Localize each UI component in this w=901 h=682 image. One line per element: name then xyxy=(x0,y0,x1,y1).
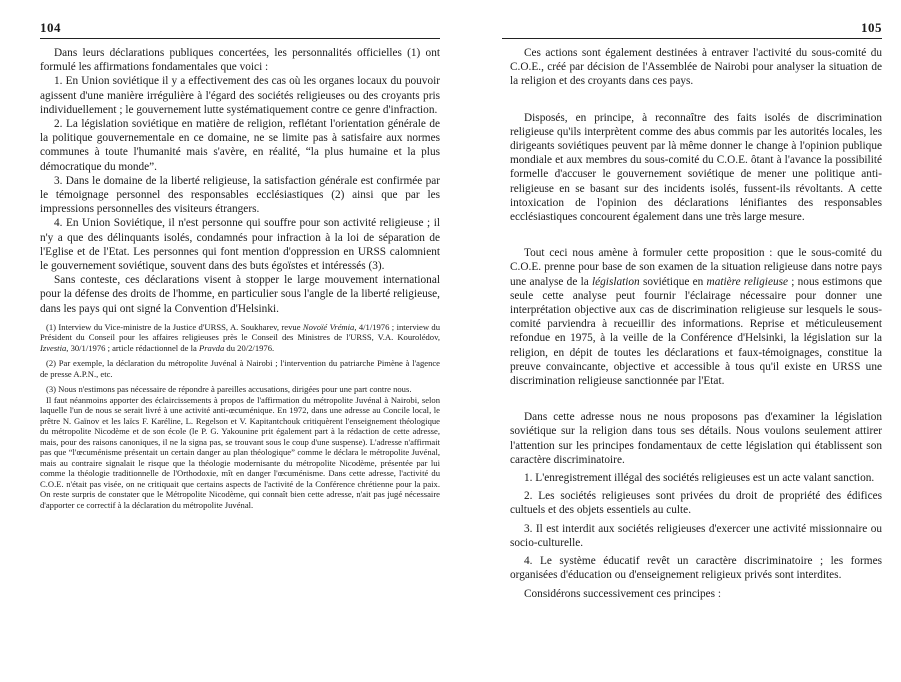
conclusion-paragraph: Sans conteste, ces déclarations visent à stopper le large mouvement international pour la défense des droits de l'homme, en particulier sous l'angle de la liberté religieuse, dans les pays qui ont signé la Convention d'Helsinki. xyxy=(40,274,440,315)
footnote-1: (1) Interview du Vice-ministre de la Justice d'URSS, A. Soukharev, revue Novoïé Vrémia, 4/1/1976 ; interview du Président du Conseil pour les affaires religieuses près le Conseil des Ministres de l'URSS, V.A. Kourolédov, Izvestia, 30/1/1976 ; article rédactionnel de la Pravda du 20/2/1976. xyxy=(40,321,441,353)
page-number: 105 xyxy=(861,20,882,35)
closing-line: Considérons successivement ces principes : xyxy=(524,587,722,600)
paragraph-3: Tout ceci nous amène à formuler cette proposition : que le sous-comité du C.O.E. prenne pour base de son examen de la situation religieuse dans notre pays une analyse de la législation soviétique en matière religieuse ; nous estimons que seule cette analyse peut fournir l'éclairage nécessaire pour donner une interprétation objective aux cas de discrimination religieuse sur lesquels le sous-comité parviendra à recueillir des informations. Reprise et méticuleusement refondue en 1975, à la veille de la Conférence d'Helsinki, la législation sur la religion, en dépit de toutes les déclarations et faux-témoignages, constitue la preuve convaincante, objective et accessible à tous qu'il existe en URSS une discrimination religieuse sanctionnée par l'Etat. xyxy=(510,247,882,388)
page-number: 104 xyxy=(40,20,61,35)
claim-3: 3. Dans le domaine de la liberté religieuse, la satisfaction générale est confirmée par le témoignage personnel des responsables ecclésiastiques (2) ainsi que par les impressions personnelles des visiteurs étrangers. xyxy=(40,174,440,216)
principle-3: 3. Il est interdit aux sociétés religieuses d'exercer une activité missionnaire ou socio-culturelle. xyxy=(510,522,882,549)
principle-1: 1. L'enregistrement illégal des sociétés religieuses est un acte valant sanction. xyxy=(524,472,875,485)
claim-4: 4. En Union Soviétique, il n'est personne qui souffre pour son activité religieuse ; il n'y a que des délinquants isolés, condamnés pour infraction à la loi de séparation de l'Eglise et de l'Etat. Les personnes qui font mention d'oppression en URSS calomnient le gouvernement soviétique, souvent dans des buts égoïstes et intéressés (3). xyxy=(40,217,440,273)
footnote-3-continued: Il faut néanmoins apporter des éclaircissements à propos de l'affirmation du métropolite Juvénal à Nairobi, selon laquelle l'un de nous se serait livré à une activité anti-œcuménique. En 1972, dans une adresse au Concile local, le prêtre N. Gaïnov et les laïcs F. Karéline, L. Regelson et V. Kapitantchouk critiquèrent l'enseignement théologique du métropolite Nicodème et de son école (le P. G. Yakounine prit également part à la rédaction de cette adresse, mais, pour des raisons canoniques, il ne la signa pas, se trouvant sous le coup d'une suspense). L'adresse n'affirmait pas que “l'œcuménisme présentait un certain danger au plan théologique” comme le déclara le métropolite Juvénal, mais au contraire signalait le risque que la théologie modernisante du métropolite Nicodème, présentée par lui comme la théologie traditionnelle de l'Orthodoxie, mît en danger l'œcuménisme. Dans cette adresse, l'activité du C.O.E. n'était pas visée, on ne critiquait que certains aspects de l'activité de la Conférence chrétienne pour la paix. On reste surpris de constater que le Métropolite Nicodème, qui connaît bien cette adresse, n'ait pas jugé nécessaire d'apporter ce correctif à la déclaration du métropolite Juvénal. xyxy=(40,394,440,510)
right-page xyxy=(452,0,901,682)
header-rule xyxy=(40,38,440,39)
footnote-2: (2) Par exemple, la déclaration du métropolite Juvénal à Nairobi ; l'intervention du patriarche Pimène à l'agence de presse A.P.N., etc. xyxy=(40,358,440,379)
claim-1: 1. En Union soviétique il y a effectivement des cas où les organes locaux du pouvoir agissent d'une manière irrégulière à l'égard des sociétés religieuses ou des croyants pris individuellement ; le gouvernement lutte systématiquement contre ce genre d'infraction. xyxy=(40,75,440,116)
left-page-body xyxy=(40,46,440,515)
intro-paragraph: Dans leurs déclarations publiques concertées, les personnalités officielles (1) ont formulé les affirmations fondamentales que voici : xyxy=(40,47,440,74)
principle-4: 4. Le système éducatif revêt un caractère discriminatoire ; les formes organisées d'éducation ou d'enseignement religieux privés sont interdites. xyxy=(510,555,882,582)
header-rule xyxy=(502,38,882,39)
right-page-body xyxy=(510,46,882,601)
footnote-3: (3) Nous n'estimons pas nécessaire de répondre à pareilles accusations, dirigées pour une part contre nous. xyxy=(46,384,412,395)
paragraph-2: Disposés, en principe, à reconnaître des faits isolés de discrimination religieuse qu'ils interprètent comme des abus commis par les autorités locales, les dirigeants soviétiques peuvent par là même donner le change à l'opinion publique mondiale et aux membres du sous-comité du C.O.E. ôtant à l'avance la possibilité formelle d'accuser le gouvernement soviétique de mener une politique anti-religieuse en se basant sur des incidents isolés, fussent-ils révoltants. A cette intoxication de l'opinion des déclarations lénifiantes des responsables ecclésiastiques concourent également dans une très large mesure. xyxy=(510,111,882,224)
paragraph-1: Ces actions sont également destinées à entraver l'activité du sous-comité du C.O.E., créé par décision de l'Assemblée de Nairobi pour analyser la situation de la religion et des croyants dans ces pays. xyxy=(510,47,882,88)
claim-2: 2. La législation soviétique en matière de religion, reflétant l'orientation générale de la politique gouvernementale en ce domaine, ne se limite pas à satisfaire aux normes communes à toute l'humanité mais s'avère, en réalité, “la plus humaine et la plus démocratique du monde”. xyxy=(40,118,440,173)
footnotes xyxy=(40,322,440,511)
principle-2: 2. Les sociétés religieuses sont privées du droit de propriété des édifices cultuels et des objets essentiels au culte. xyxy=(510,490,882,517)
paragraph-4: Dans cette adresse nous ne nous proposons pas d'examiner la législation soviétique sur la religion dans tous ses détails. Nous voulons seulement attirer l'attention sur les principes fondamentaux de cette législation qui établissent son caractère discriminatoire. xyxy=(510,411,882,466)
